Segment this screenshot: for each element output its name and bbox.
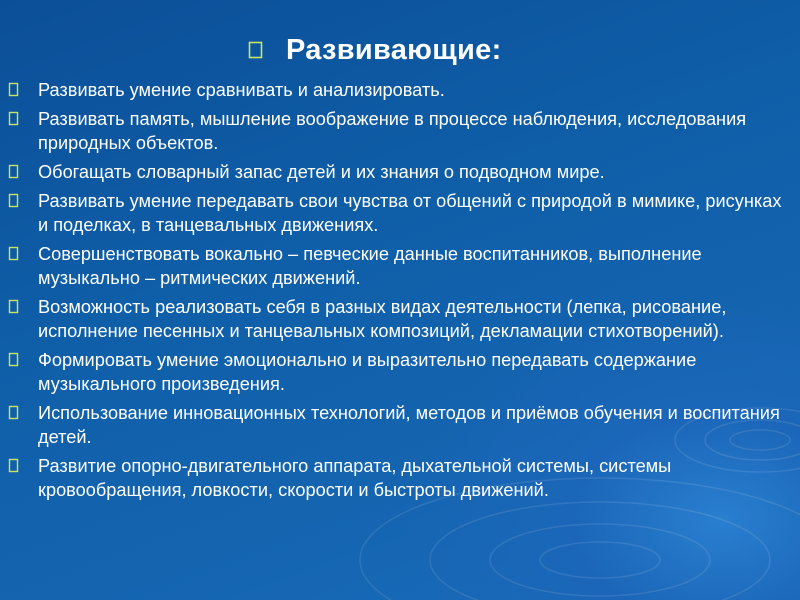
box-bullet-icon bbox=[8, 189, 38, 213]
box-bullet-icon bbox=[8, 454, 38, 478]
list-item-text: Обогащать словарный запас детей и их знания о подводном мире. bbox=[38, 162, 605, 182]
list-item-text: Использование инновационных технологий, методов и приёмов обучения и воспитания детей. bbox=[38, 403, 780, 447]
list-item bbox=[8, 107, 788, 155]
list-item-text: Совершенствовать вокально – певческие данные воспитанников, выполнение музыкально – ритмических движений. bbox=[38, 244, 702, 288]
slide-title: Развивающие: bbox=[286, 33, 502, 66]
list-item bbox=[8, 295, 788, 343]
list-item-text: Возможность реализовать себя в разных видах деятельности (лепка, рисование, исполнение песенных и танцевальных композиций, декламации стихотворений). bbox=[38, 297, 727, 341]
box-bullet-icon bbox=[8, 78, 38, 102]
list-item-text: Развивать умение сравнивать и анализировать. bbox=[38, 80, 445, 100]
list-item bbox=[8, 160, 788, 184]
box-bullet-icon bbox=[246, 38, 266, 62]
box-bullet-icon bbox=[8, 295, 38, 319]
box-bullet-icon bbox=[8, 348, 38, 372]
bullet-list bbox=[8, 78, 788, 507]
title-row bbox=[246, 30, 502, 70]
box-bullet-icon bbox=[8, 401, 38, 425]
box-bullet-icon bbox=[8, 242, 38, 266]
list-item-text: Формировать умение эмоционально и выразительно передавать содержание музыкального произведения. bbox=[38, 350, 697, 394]
list-item-text: Развитие опорно-двигательного аппарата, дыхательной системы, системы кровообращения, ловкости, скорости и быстроты движений. bbox=[38, 456, 672, 500]
list-item bbox=[8, 78, 788, 102]
box-bullet-icon bbox=[8, 107, 38, 131]
list-item-text: Развивать память, мышление воображение в процессе наблюдения, исследования природных объектов. bbox=[38, 109, 747, 153]
list-item bbox=[8, 242, 788, 290]
list-item-text: Развивать умение передавать свои чувства от общений с природой в мимике, рисунках и поделках, в танцевальных движениях. bbox=[38, 191, 782, 235]
list-item bbox=[8, 454, 788, 502]
list-item bbox=[8, 189, 788, 237]
list-item bbox=[8, 401, 788, 449]
box-bullet-icon bbox=[8, 160, 38, 184]
list-item bbox=[8, 348, 788, 396]
